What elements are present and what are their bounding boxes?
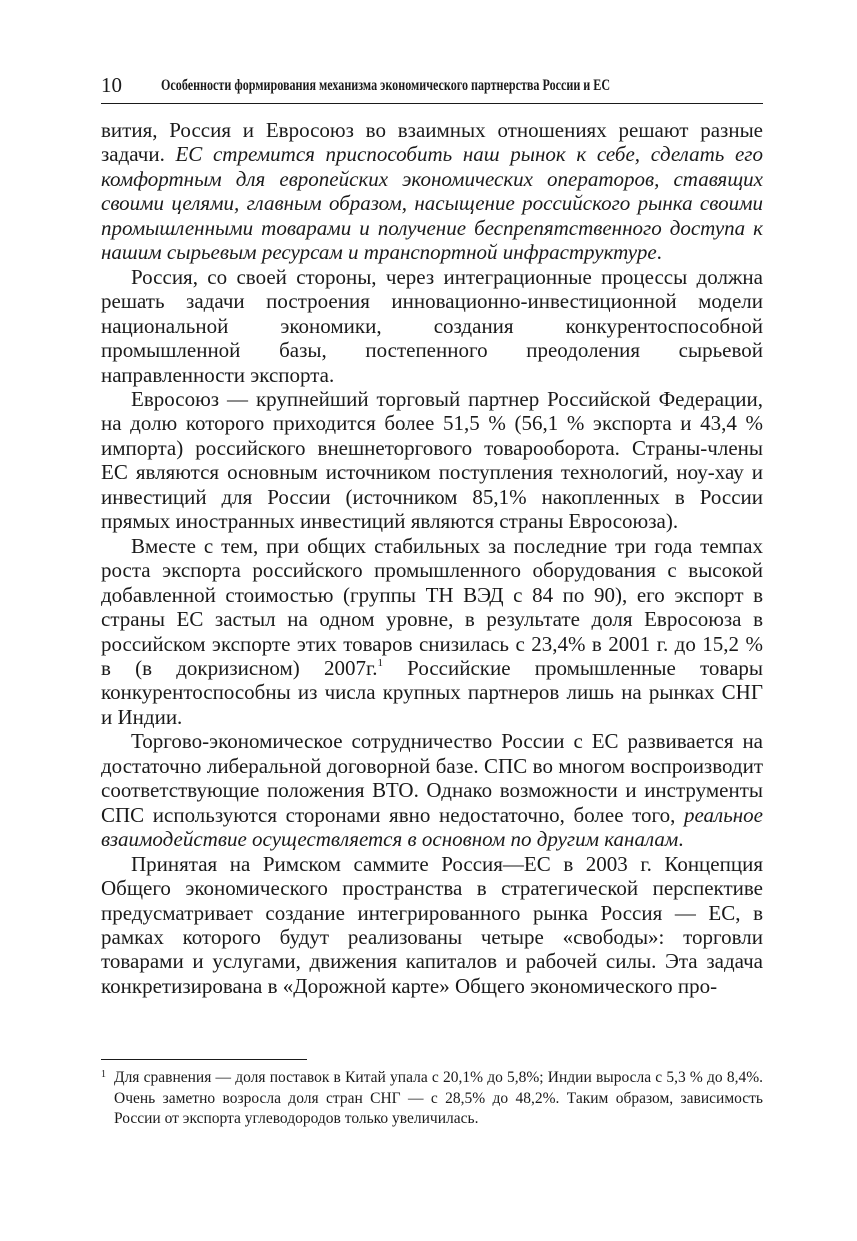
footnote-text: Для сравнения — доля поставок в Китай упала с 20,1% до 5,8%; Индии выросла с 5,3 % до 8,4%. Очень заметно возросла доля стран СНГ — с 28,5% до 48,2%. Таким образом, зависимость России от экспорта углеводородов только увеличилась. bbox=[114, 1069, 763, 1127]
paragraph-3: Евросоюз — крупнейший торговый партнер Российской Федерации, на долю которого приходится более 51,5 % (56,1 % экспорта и 43,4 % импорта) российского внешнеторгового товарооборота. Страны-члены ЕС являются основным источником поступления технологий, ноу-хау и инвестиций для России (источником 85,1% накопленных в России прямых иностранных инвестиций являются страны Евросоюза). bbox=[101, 386, 763, 534]
paragraph-6: Принятая на Римском саммите Россия—ЕС в 2003 г. Концепция Общего экономического пространства в стратегической перспективе предусматривает создание интегрированного рынка Россия — ЕС, в рамках которого будут реализованы четыре «свободы»: торговли товарами и услугами, движения капиталов и рабочей силы. Эта задача конкретизирована в «Дорожной карте» Общего экономического про- bbox=[101, 851, 763, 998]
footnote-reference: 1 bbox=[377, 656, 383, 669]
footnote-divider bbox=[101, 1059, 307, 1060]
paragraph-5-end: . bbox=[678, 827, 684, 852]
page-number: 10 bbox=[101, 73, 122, 97]
paragraph-1-text: вития, Россия и Евросоюз во взаимных отношениях решают разные задачи. bbox=[101, 118, 763, 167]
paragraph-4-text: Вместе с тем, при общих стабильных за последние три года темпах роста экспорта российского промышленного оборудования с высокой добавленной стоимостью (группы ТН ВЭД с 84 по 90), его экспорт в страны ЕС застыл на одном уровне, в результате доля Евросоюза в российском экспорте этих товаров снизилась с 23,4% в 2001 г. до 15,2 % в (в докризисном) 2007г. bbox=[101, 533, 763, 680]
paragraph-1-italic: ЕС стремится приспособить наш рынок к себе, сделать его комфортным для европейских экономических операторов, ставящих своими целями, главным образом, насыщение российского рынка своими промышленными товарами и получение беспрепятственного доступа к нашим сырьевым ресурсам и транспортной инфраструктуре bbox=[101, 142, 763, 265]
page-header bbox=[101, 70, 763, 104]
footnote bbox=[101, 1068, 763, 1130]
paragraph-1-end: . bbox=[656, 240, 662, 265]
paragraph-5-italic: реальное взаимодействие осуществляется в основном по другим каналам bbox=[101, 802, 763, 852]
paragraph-4 bbox=[101, 534, 763, 730]
paragraph-1 bbox=[101, 118, 763, 265]
paragraph-2: Россия, со своей стороны, через интеграционные процессы должна решать задачи построения инновационно-инвестиционной модели национальной экономики, создания конкурентоспособной промышленной базы, постепенного преодоления сырьевой направленности экспорта. bbox=[101, 264, 763, 387]
paragraph-5-text: Торгово-экономическое сотрудничество России с ЕС развивается на достаточно либеральной договорной базе. СПС во многом воспроизводит соответствующие положения ВТО. Однако возможности и инструменты СПС используются сторонами явно недостаточно, более того, bbox=[101, 729, 763, 827]
body-text bbox=[101, 118, 763, 998]
running-title: Особенности формирования механизма экономического партнерства России и ЕС bbox=[161, 77, 611, 94]
footnote-mark: 1 bbox=[101, 1069, 106, 1080]
paragraph-5 bbox=[101, 729, 763, 851]
paragraph-4-text-end: Российские промышленные товары конкурентоспособны из числа крупных партнеров лишь на рынках СНГ и Индии. bbox=[101, 655, 764, 729]
